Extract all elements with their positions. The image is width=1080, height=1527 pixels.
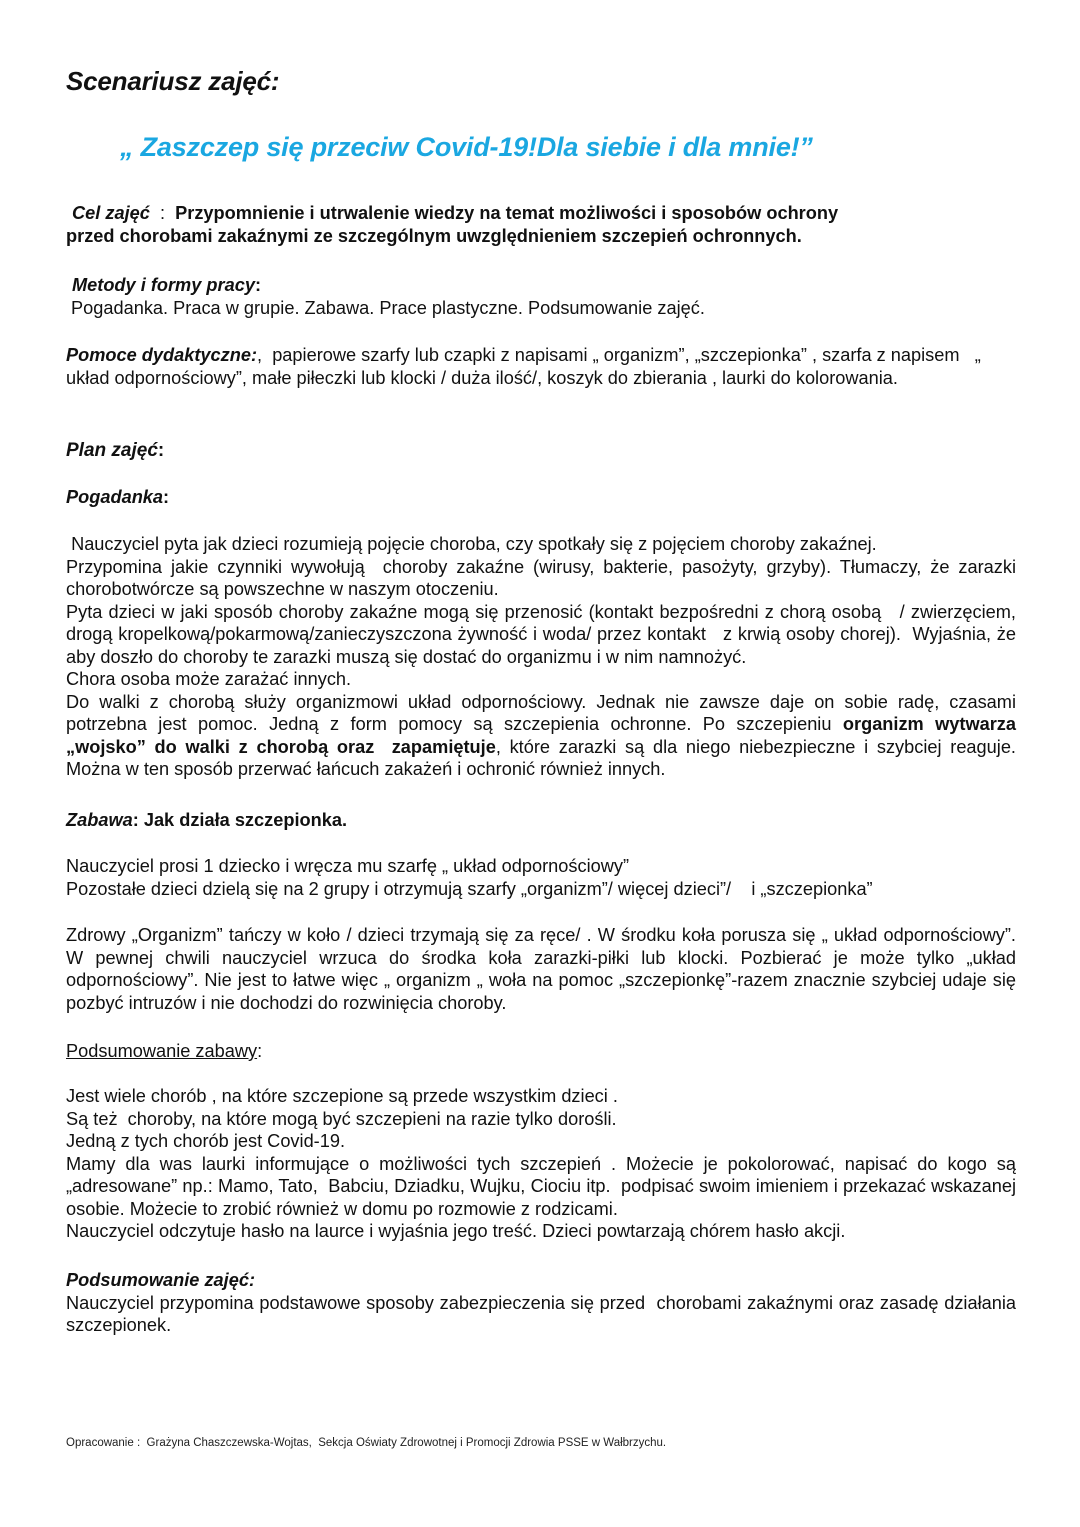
aids-label: Pomoce dydaktyczne: [66, 345, 258, 365]
goal-text-line2: przed chorobami zakaźnymi ze szczególnym uwzględnieniem szczepień ochronnych. [66, 225, 802, 246]
talk-label: Pogadanka [66, 487, 164, 507]
game-line-2: Pozostałe dzieci dzielą się na 2 grupy i otrzymują szarfy „organizm”/ więcej dzieci”/ i „szczepionka” [66, 878, 873, 899]
game-summary-label: Podsumowanie zabawy [66, 1041, 258, 1061]
methods-colon: : [254, 275, 261, 295]
game-title: : Jak działa szczepionka. [132, 810, 348, 830]
campaign-slogan: „ Zaszczep się przeciw Covid-19!Dla siebie i dla mnie!” [120, 132, 813, 162]
document-title: Scenariusz zajęć: [66, 66, 280, 96]
game-line-1: Nauczyciel prosi 1 dziecko i wręcza mu szarfę „ układ odpornościowy” [66, 856, 630, 876]
goal-section [66, 202, 1016, 247]
talk-paragraph-5-bold: organizm wytwarza „wojsko” do walki z chorobą oraz zapamiętuje [66, 714, 1022, 757]
game-summary-heading [66, 1040, 1016, 1063]
game-summary-colon: : [257, 1041, 263, 1061]
game-summary-line-2: Są też choroby, na które mogą być szczepieni na razie tylko dorośli. [66, 1108, 617, 1129]
plan-label: Plan zajęć [66, 440, 158, 461]
game-paragraph: Zdrowy „Organizm” tańczy w koło / dzieci trzymają się za ręce/ . W środku koła porusza się „ układ odpornościowy”. W pewnej chwili nauczyciel wrzuca do środka koła zarazki-piłki lub klocki. Pozbierać je może tylko „układ odpornościowy”. Nie jest to łatwe więc „ organizm „ woła na pomoc „szczepionkę”-razem znacznie szybciej udaje się pozbyć intruzów i nie dochodzi do rozwinięcia choroby. [66, 925, 1016, 1013]
talk-paragraph-5 [66, 691, 1022, 781]
talk-paragraph-2: Przypomina jakie czynniki wywołują choroby zakaźne (wirusy, bakterie, pasożyty, grzyby). Tłumaczy, że zarazki chorobotwórcze są powszechne w naszym otoczeniu. [66, 556, 1022, 599]
game-summary-paragraph: Mamy dla was laurki informujące o możliwości tych szczepień . Możecie je pokolorować, napisać do kogo są „adresowane” np.: Mamo, Tato, Babciu, Dziadku, Wujku, Ciociu itp. podpisać swoim imieniem i przekazać wskazanej osobie. Możecie to zrobić również w domu po rozmowie z rodzicami. [66, 1153, 1022, 1219]
talk-paragraph-3: Pyta dzieci w jaki sposób choroby zakaźne mogą się przenosić (kontakt bezpośredni z chorą osobą / zwierzęciem, drogą kropelkową/pokarmową/zanieczyszczona żywność i woda/ przez kontakt z krwią osoby chorej). Wyjaśnia, że aby doszło do choroby te zarazki muszą się dostać do organizmu i w nim namnożyć. [66, 601, 1022, 667]
talk-colon: : [163, 487, 170, 507]
goal-text-line1: Przypomnienie i utrwalenie wiedzy na temat możliwości i sposobów ochrony [175, 203, 839, 223]
methods-label: Metody i formy pracy [72, 275, 255, 295]
talk-paragraph-5-start: Do walki z chorobą służy organizmowi układ odpornościowy. Jednak nie zawsze daje on sobie radę, czasami potrzebna jest pomoc. Jedną z form pomocy są szczepienia ochronne. Po szczepieniu [66, 691, 1016, 734]
methods-section [66, 274, 1016, 319]
talk-body [66, 533, 1022, 781]
class-summary-section [66, 1269, 1022, 1337]
goal-label: Cel zajęć [72, 203, 150, 223]
talk-paragraph-5-end: , które zarazki są dla niego niebezpieczne i szybciej reaguje. Można w ten sposób przerwać łańcuch zakażeń i ochronić również innych. [66, 736, 1016, 779]
class-summary-text: Nauczyciel przypomina podstawowe sposoby zabezpieczenia się przed chorobami zakaźnymi oraz zasadę działania szczepionek. [66, 1292, 1022, 1335]
talk-paragraph-1: Nauczyciel pyta jak dzieci rozumieją pojęcie choroba, czy spotkały się z pojęciem choroby zakaźnej. [66, 534, 877, 554]
aids-text: , papierowe szarfy lub czapki z napisami „ organizm”, „szczepionka” , szarfa z napisem „ układ odpornościowy”, małe piłeczki lub klocki / duża ilość/, koszyk do zbierania , laurki do kolorowania. [66, 345, 986, 388]
plan-heading [66, 440, 1016, 463]
footer-credits: Opracowanie : Grażyna Chaszczewska-Wojtas, Sekcja Oświaty Zdrowotnej i Promocji Zdrowia PSSE w Wałbrzychu. [66, 1437, 667, 1449]
aids-section [66, 344, 1016, 389]
goal-separator: : [149, 203, 176, 223]
game-summary-line-1: Jest wiele chorób , na które szczepione są przede wszystkim dzieci . [66, 1086, 618, 1106]
game-label: Zabawa [66, 810, 133, 830]
talk-paragraph-4: Chora osoba może zarażać innych. [66, 669, 352, 689]
talk-heading [66, 486, 1016, 509]
methods-text: Pogadanka. Praca w grupie. Zabawa. Prace plastyczne. Podsumowanie zajęć. [71, 297, 705, 318]
game-heading [66, 809, 1016, 832]
class-summary-label: Podsumowanie zajęć: [66, 1270, 255, 1290]
game-summary-line-3: Jedną z tych chorób jest Covid-19. [66, 1131, 346, 1151]
plan-colon: : [157, 440, 165, 461]
game-summary-body [66, 1085, 1022, 1243]
game-summary-line-4: Nauczyciel odczytuje hasło na laurce i wyjaśnia jego treść. Dzieci powtarzają chórem hasło akcji. [66, 1221, 846, 1241]
game-instructions [66, 855, 1016, 900]
